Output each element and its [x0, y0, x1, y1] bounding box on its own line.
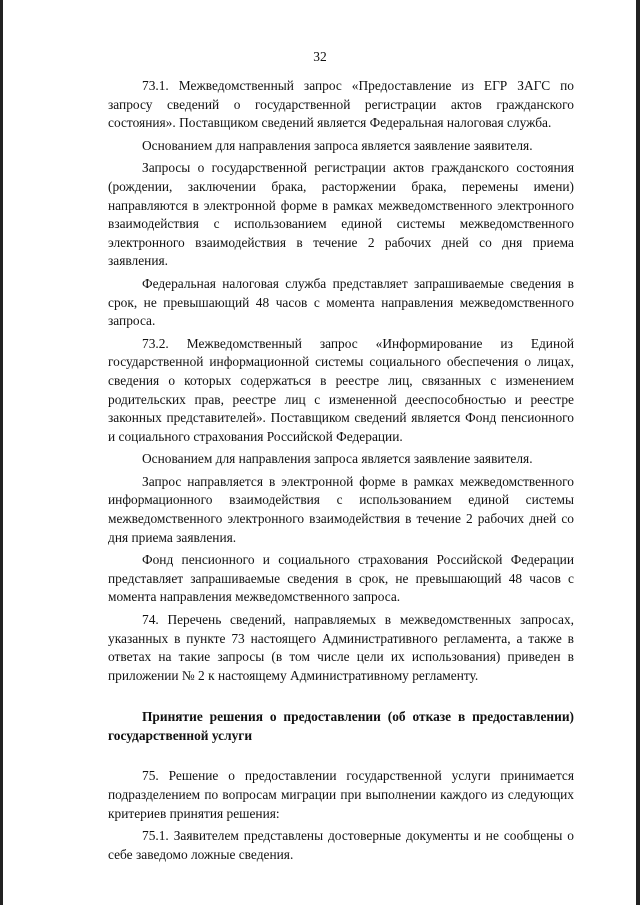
paragraph-zags-requests: Запросы о государственной регистрации актов гражданского состояния (рождении, заключении брака, расторжении брака, перемены имени) направляются в электронной форме в рамках межведомственного электронного взаимодействия с использованием единой системы межведомственного электронного взаимодействия в течение 2 рабочих дней со дня приема заявления. — [108, 160, 574, 269]
paragraph-73-2: 73.2. Межведомственный запрос «Информирование из Единой государственной информационной системы социального обеспечения о лицах, сведения о которых содержаться в реестре лиц, связанных с изменением родительских прав, реестре лиц с измененной дееспособностью и реестре законных представителей». Поставщиком сведений является Фонд пенсионного и социального страхования Российской Федерации. — [108, 335, 574, 444]
scan-left-edge — [0, 0, 3, 905]
paragraph-request-sent: Запрос направляется в электронной форме в рамках межведомственного информационного взаимодействия с использованием единой системы межведомственного электронного взаимодействия в течение 2 рабочих дней со дня приема заявления. — [108, 473, 574, 545]
paragraph-75: 75. Решение о предоставлении государственной услуги принимается подразделением по вопросам миграции при выполнении каждого из следующих критериев принятия решения: — [108, 768, 574, 821]
scan-right-edge — [636, 0, 640, 905]
paragraph-75-1: 75.1. Заявителем представлены достоверные документы и не сообщены о себе заведомо ложные сведения. — [108, 828, 574, 862]
document-body — [108, 77, 574, 868]
paragraph-basis-2: Основанием для направления запроса является заявление заявителя. — [142, 451, 533, 467]
page-number: 32 — [313, 49, 327, 64]
paragraph-basis-1: Основанием для направления запроса является заявление заявителя. — [142, 137, 533, 153]
paragraph-74: 74. Перечень сведений, направляемых в межведомственных запросах, указанных в пункте 73 настоящего Административного регламента, а также в ответах на такие запросы (в том числе цели их использования) приведен в приложении № 2 к настоящему Административному регламенту. — [108, 612, 574, 683]
paragraph-fns-response: Федеральная налоговая служба представляет запрашиваемые сведения в срок, не превышающий 48 часов с момента направления межведомственного запроса. — [108, 275, 574, 329]
paragraph-73-1: 73.1. Межведомственный запрос «Предоставление из ЕГР ЗАГС по запросу сведений о государственной регистрации актов гражданского состояния». Поставщиком сведений является Федеральная налоговая служба. — [108, 78, 574, 131]
section-heading: Принятие решения о предоставлении (об отказе в предоставлении) государственной услуги — [108, 709, 574, 744]
paragraph-fund-response: Фонд пенсионного и социального страхования Российской Федерации представляет запрашиваемые сведения в срок, не превышающий 48 часов с момента направления межведомственного запроса. — [108, 552, 574, 605]
